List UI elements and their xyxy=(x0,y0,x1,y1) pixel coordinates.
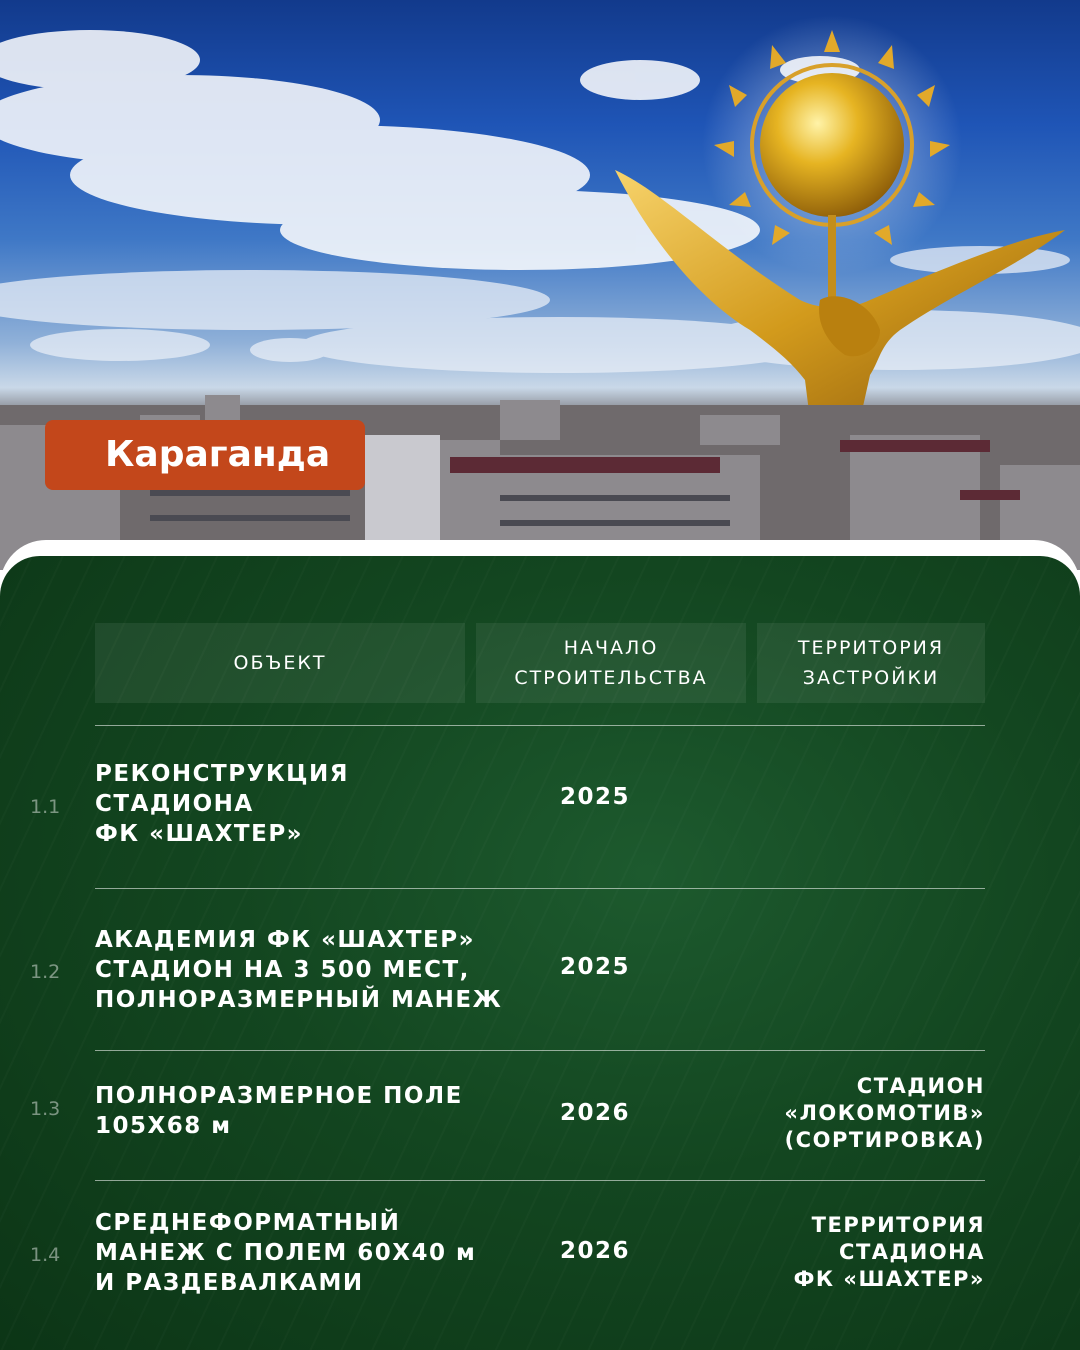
row-object xyxy=(95,1081,463,1141)
column-header-start xyxy=(476,623,746,703)
row-object-line: ФК «ШАХТЕР» xyxy=(95,821,304,847)
row-object-line: ПОЛНОРАЗМЕРНОЕ ПОЛЕ xyxy=(95,1083,463,1109)
row-object-line: АКАДЕМИЯ ФК «ШАХТЕР» xyxy=(95,927,475,953)
column-header-line: НАЧАЛО xyxy=(563,637,659,659)
row-start-year: 2026 xyxy=(560,1100,631,1126)
row-territory xyxy=(784,1073,985,1154)
column-header-line: ЗАСТРОЙКИ xyxy=(802,667,940,689)
row-object-line: МАНЕЖ С ПОЛЕМ 60Х40 м xyxy=(95,1240,477,1266)
table-panel xyxy=(0,540,1080,1350)
row-object-line: СРЕДНЕФОРМАТНЫЙ xyxy=(95,1210,401,1236)
row-territory-line: «ЛОКОМОТИВ» xyxy=(784,1101,985,1125)
row-start-year: 2026 xyxy=(560,1238,631,1264)
row-divider xyxy=(95,888,985,889)
row-divider xyxy=(95,1180,985,1181)
row-territory-line: ТЕРРИТОРИЯ xyxy=(811,1213,985,1237)
row-territory-line: СТАДИОН xyxy=(856,1074,985,1098)
table-background xyxy=(0,556,1080,1350)
row-number: 1.3 xyxy=(30,1098,61,1120)
column-header-line: ОБЪЕКТ xyxy=(233,652,327,674)
column-header-territory xyxy=(757,623,985,703)
row-object-line: РЕКОНСТРУКЦИЯ xyxy=(95,761,349,787)
row-object xyxy=(95,925,502,1015)
column-header-line: СТРОИТЕЛЬСТВА xyxy=(514,667,708,689)
row-object-line: 105Х68 м xyxy=(95,1113,232,1139)
row-territory-line: ФК «ШАХТЕР» xyxy=(793,1267,985,1291)
row-start-year: 2025 xyxy=(560,954,631,980)
row-number: 1.1 xyxy=(30,796,61,818)
city-badge: Караганда xyxy=(45,420,365,490)
row-object-line: СТАДИОНА xyxy=(95,791,254,817)
header-photo xyxy=(0,0,1080,570)
row-start-year: 2025 xyxy=(560,784,631,810)
row-territory-line: СТАДИОНА xyxy=(839,1240,985,1264)
column-header-object xyxy=(95,623,465,703)
row-object xyxy=(95,759,349,849)
row-territory-line: (СОРТИРОВКА) xyxy=(784,1128,985,1152)
row-territory xyxy=(794,1212,985,1293)
row-object-line: ПОЛНОРАЗМЕРНЫЙ МАНЕЖ xyxy=(95,987,503,1013)
row-object xyxy=(95,1208,476,1298)
row-number: 1.4 xyxy=(30,1244,61,1266)
row-object-line: И РАЗДЕВАЛКАМИ xyxy=(95,1270,364,1296)
row-divider xyxy=(95,725,985,726)
row-divider xyxy=(95,1050,985,1051)
column-header-line: ТЕРРИТОРИЯ xyxy=(797,637,945,659)
row-object-line: СТАДИОН НА 3 500 МЕСТ, xyxy=(95,957,470,983)
row-number: 1.2 xyxy=(30,961,61,983)
